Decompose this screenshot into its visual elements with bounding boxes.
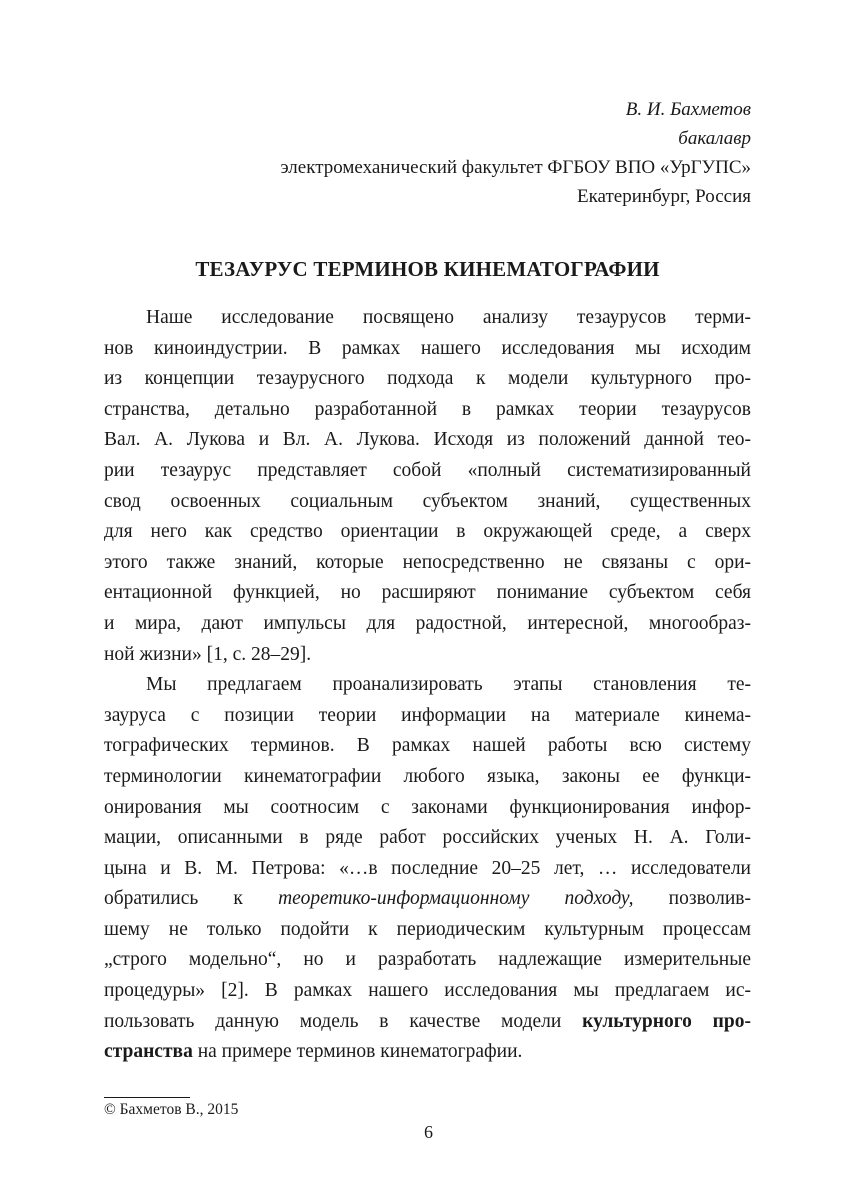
text-line: и мира, дают импульсы для радостной, интересной, многообраз- [104,612,751,634]
text-line: „строго модельно“, но и разработать надлежащие измерительные [104,949,751,971]
text-line: процедуры» [2]. В рамках нашего исследования мы предлагаем ис- [104,980,751,1002]
text-line: ентационной функцией, но расширяют понимание субъектом себя [104,582,751,604]
author-city: Екатеринбург, Россия [577,186,751,207]
text-line: Мы предлагаем проанализировать этапы становления те- [146,674,751,696]
author-affiliation: электромеханический факультет ФГБОУ ВПО «УрГУПС» [280,157,751,178]
italic-phrase: теоретико-информационному подходу, [278,888,634,910]
bold-phrase: странства [104,1041,193,1063]
text-line: Вал. А. Лукова и Вл. А. Лукова. Исходя из положений данной тео- [104,429,751,451]
text-line: онирования мы соотносим с законами функционирования инфор- [104,796,751,818]
text-line: тографических терминов. В рамках нашей работы всю систему [104,735,751,757]
text-run: позволив- [633,888,751,910]
text-line: цына и В. М. Петрова: «…в последние 20–25 лет, … исследователи [104,857,751,879]
text-line: этого также знаний, которые непосредственно не связаны с ори- [104,551,751,573]
text-line: нов киноиндустрии. В рамках нашего исследования мы исходим [104,337,751,359]
text-line: рии тезаурус представляет собой «полный систематизированный [104,459,751,481]
text-line-with-bold [104,1037,751,1068]
page-number: 6 [424,1122,433,1142]
text-run: обратились к [104,888,279,910]
text-run: на примере терминов кинематографии. [192,1041,523,1063]
text-line: свод освоенных социальным субъектом знаний, существенных [104,490,751,512]
author-name: В. И. Бахметов [625,99,751,120]
copyright-footnote: © Бахметов В., 2015 [104,1101,239,1118]
text-line: для него как средство ориентации в окружающей среде, а сверх [104,521,751,543]
footnote-divider [104,1097,190,1098]
author-block [280,95,751,211]
text-line: ной жизни» [1, с. 28–29]. [104,643,312,665]
bold-phrase: культурного про- [582,1010,751,1032]
text-line: шему не только подойти к периодическим культурным процессам [104,918,751,940]
text-line: Наше исследование посвящено анализу тезаурусов терми- [146,307,751,328]
article-title: ТЕЗАУРУС ТЕРМИНОВ КИНЕМАТОГРАФИИ [195,257,660,281]
text-run: пользовать данную модель в качестве модели [104,1010,583,1032]
text-line: странства, детально разработанной в рамках теории тезаурусов [104,398,751,420]
text-line-with-bold [104,1007,751,1038]
text-line: из концепции тезаурусного подхода к модели культурного про- [104,368,751,390]
text-line: мации, описанными в ряде работ российских ученых Н. А. Голи- [104,827,751,849]
text-line-with-italic [104,884,751,915]
article-body [104,303,751,1068]
text-line: терминологии кинематографии любого языка, законы ее функци- [104,765,751,787]
author-degree: бакалавр [678,128,751,149]
text-line: зауруса с позиции теории информации на материале кинема- [104,704,751,726]
